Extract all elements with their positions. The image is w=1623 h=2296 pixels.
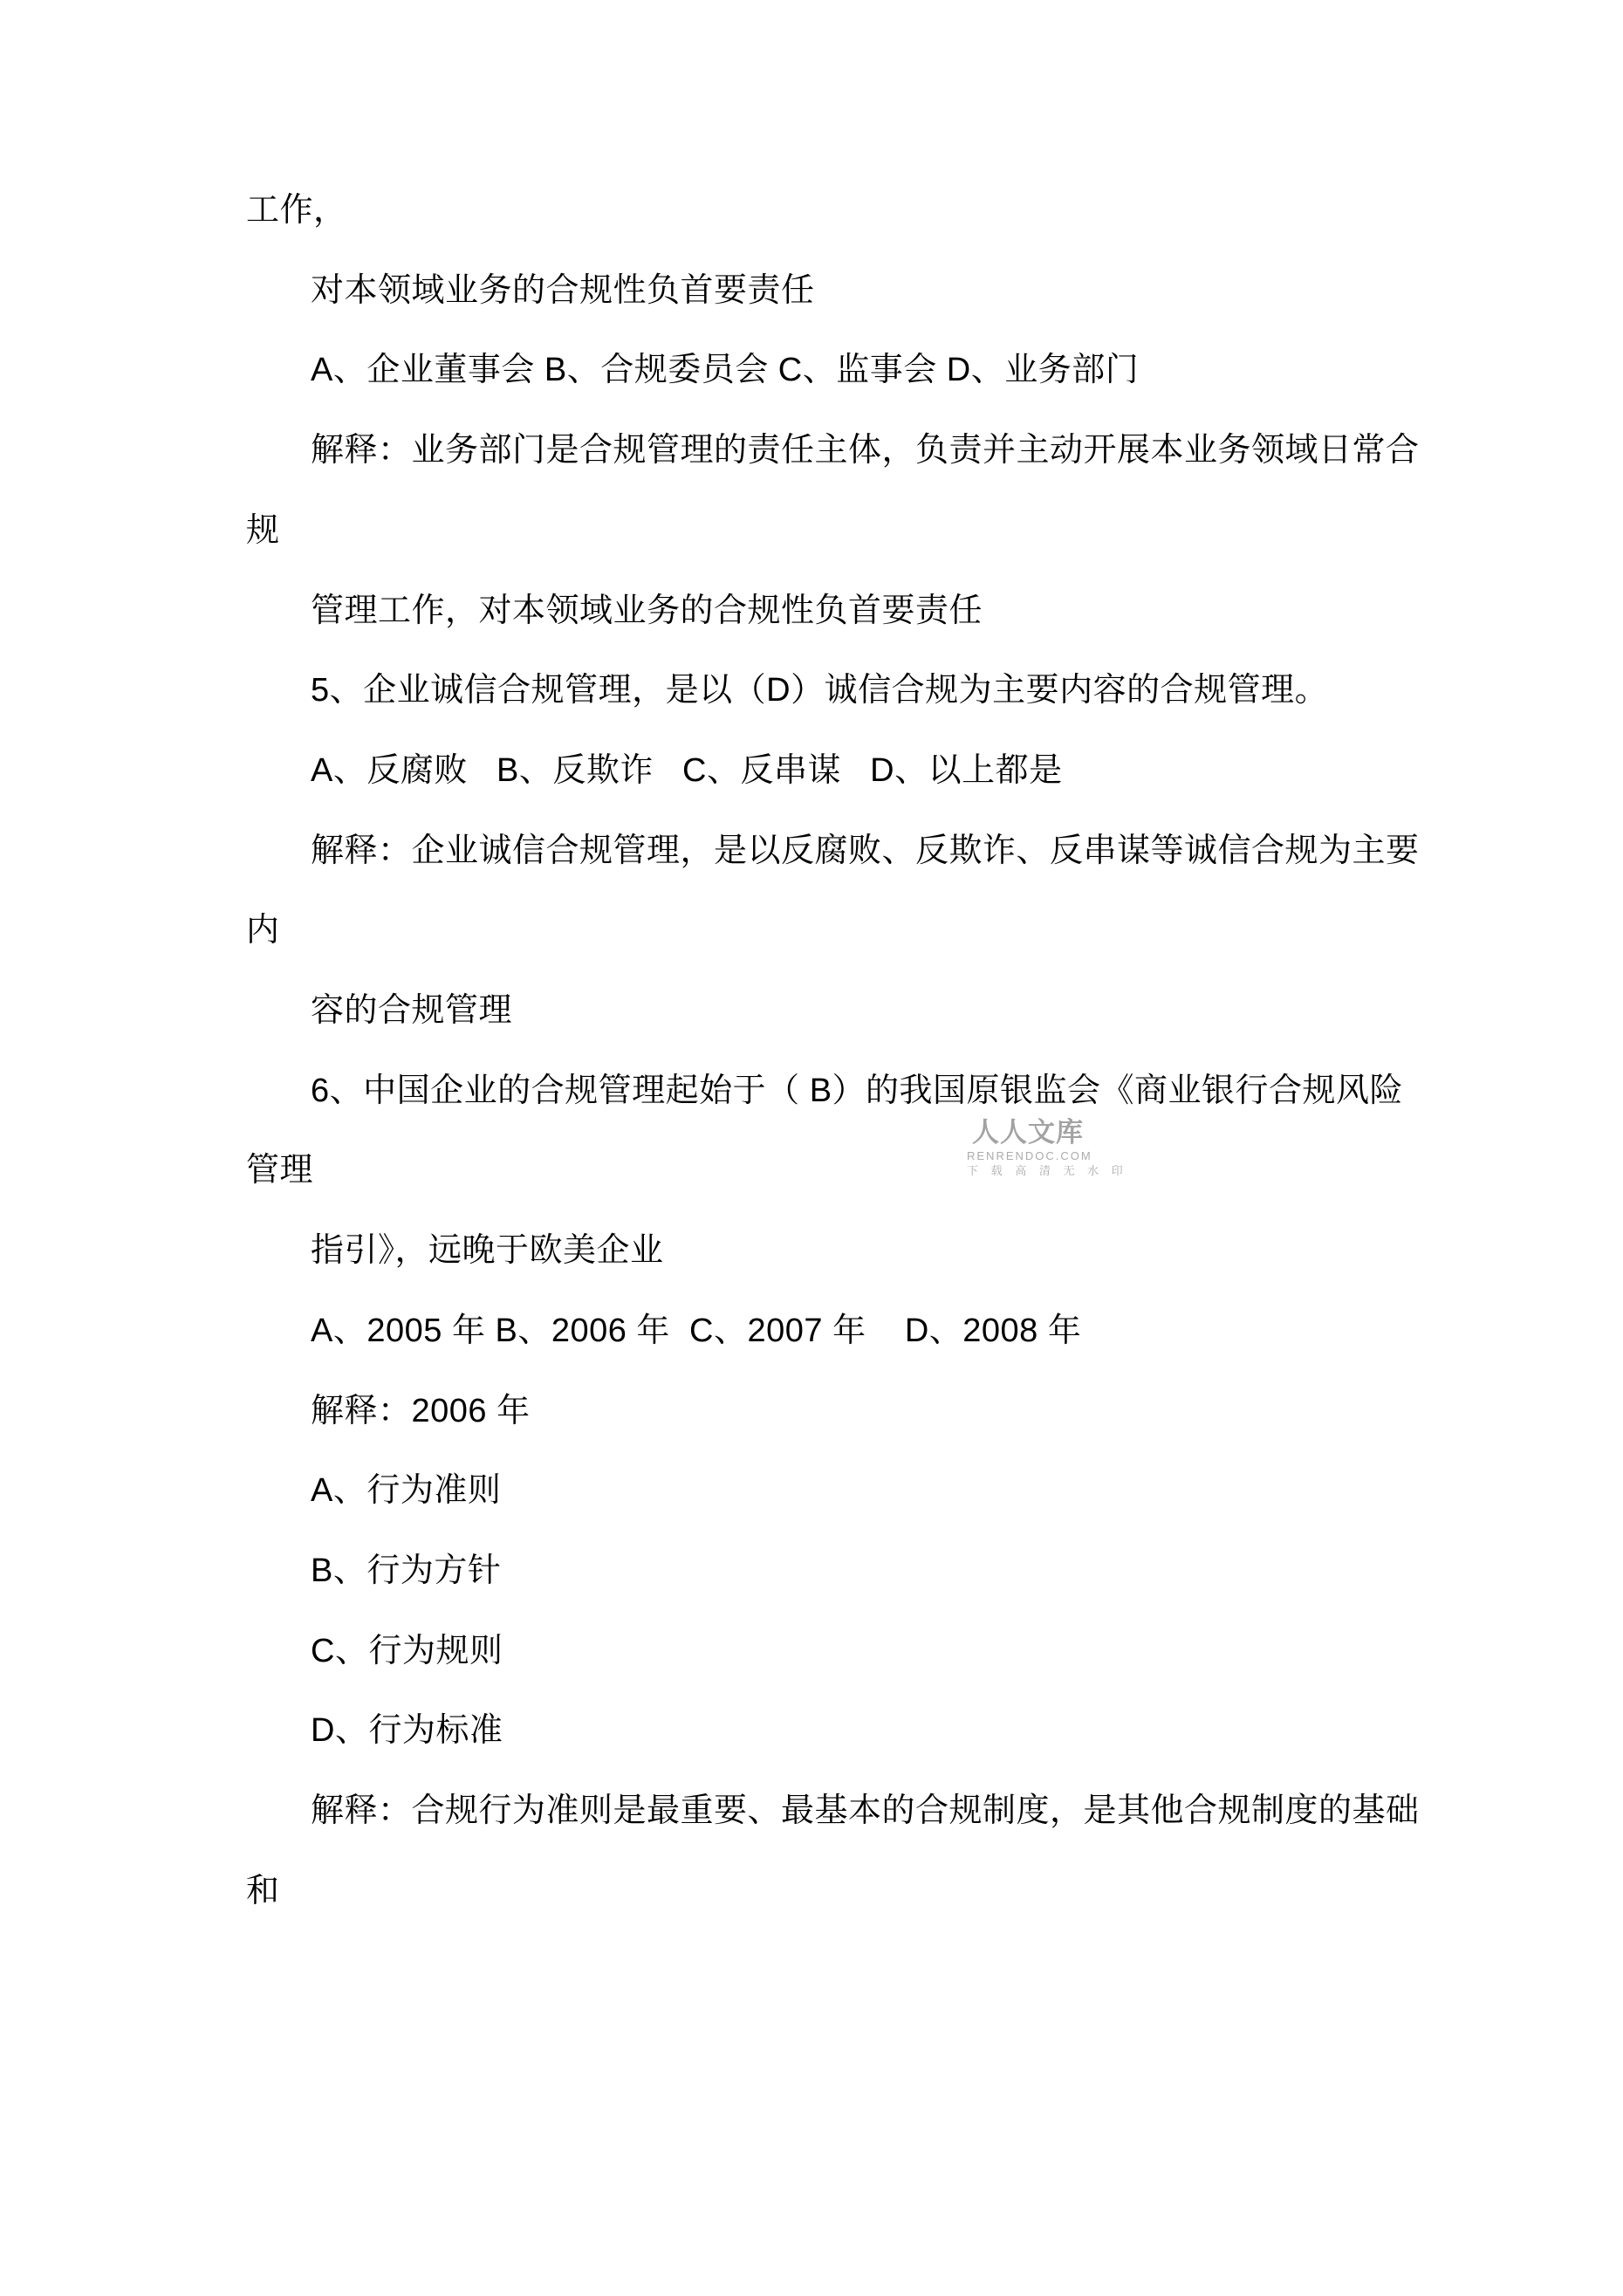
text-line: 和	[246, 1872, 280, 1909]
text-line: 容的合规管理	[311, 992, 513, 1030]
text-line: A、2005 年 B、2006 年 C、2007 年 D、2008 年	[311, 1312, 1082, 1349]
text-line: 管理	[246, 1152, 314, 1189]
text-line: A、反腐败 B、反欺诈 C、反串谋 D、以上都是	[311, 751, 1063, 789]
text-line: 6、中国企业的合规管理起始于（ B）的我国原银监会《商业银行合规风险	[311, 1072, 1404, 1109]
text-line: 5、企业诚信合规管理，是以（D）诚信合规为主要内容的合规管理。	[311, 672, 1329, 709]
document-lines	[246, 171, 1503, 1931]
watermark-tagline: 下 载 高 清 无 水 印	[967, 1164, 1128, 1177]
watermark-logo-text: 人人文库	[972, 1117, 1084, 1148]
text-line: D、行为标准	[311, 1712, 503, 1750]
text-line: A、行为准则	[311, 1472, 502, 1510]
text-line: 解释：业务部门是合规管理的责任主体，负责并主动开展本业务领域日常合	[311, 432, 1420, 469]
text-line: 规	[246, 511, 280, 549]
text-line: A、企业董事会 B、合规委员会 C、监事会 D、业务部门	[311, 352, 1140, 389]
text-line: 解释：企业诚信合规管理，是以反腐败、反欺诈、反串谋等诚信合规为主要	[311, 832, 1420, 869]
text-line: 指引》，远晚于欧美企业	[311, 1232, 664, 1270]
text-line: 解释：合规行为准则是最重要、最基本的合规制度，是其他合规制度的基础	[311, 1792, 1420, 1830]
text-line: 解释：2006 年	[311, 1392, 531, 1429]
text-line: C、行为规则	[311, 1632, 503, 1669]
text-line: 对本领域业务的合规性负首要责任	[311, 271, 815, 309]
text-line: 内	[246, 912, 280, 949]
text-line: 管理工作，对本领域业务的合规性负首要责任	[311, 592, 983, 629]
text-line: 工作，	[246, 192, 347, 229]
watermark-domain: RENRENDOC.COM	[967, 1149, 1092, 1162]
text-line: B、行为方针	[311, 1552, 502, 1589]
